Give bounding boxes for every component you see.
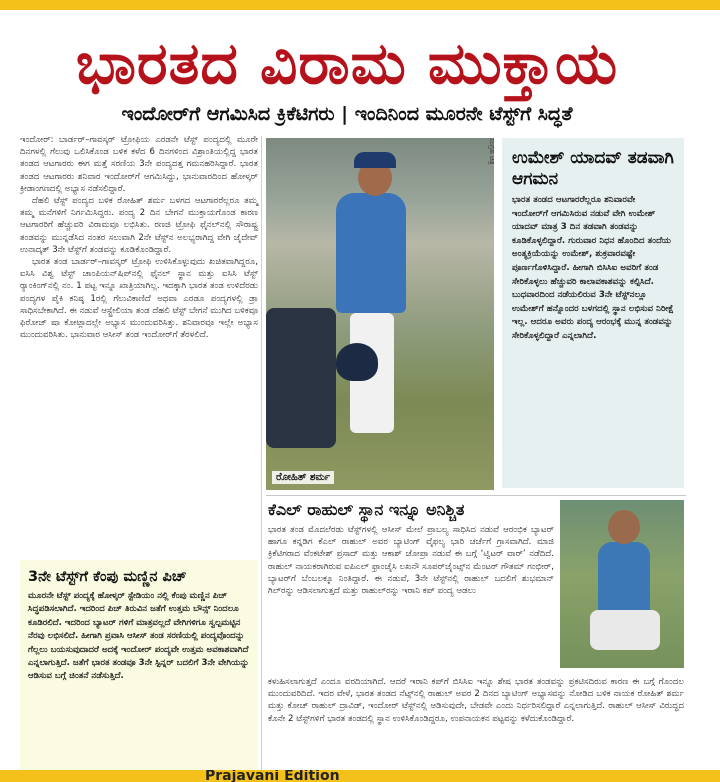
umesh-box-body: ಭಾರತ ತಂಡದ ಆಟಗಾರರೆಲ್ಲರೂ ಶನಿವಾರವೇ ಇಂದೋರ್‌ಗೆ ಆಗಮಿಸಿರುವ ನಡುವೆ ವೇಗಿ ಉಮೇಶ್ ಯಾದವ್ ಮಾತ್ರ 3 ದಿನ ತಡವಾಗಿ ತಂಡವನ್ನು ಕೂಡಿಕೊಳ್ಳಲಿದ್ದಾರೆ. ಗುರುವಾರ ನಿಧನ ಹೊಂದಿದ ತಂದೆಯ ಅಂತ್ಯಕ್ರಿಯೆಯನ್ನು ಉಮೇಶ್, ಶುಕ್ರವಾರವಷ್ಟೇ ಪೂರ್ಣಗೊಳಿಸಿದ್ದಾರೆ. ಹೀಗಾಗಿ ಬಿಸಿಸಿಐ ಅವರಿಗೆ ತಂಡ ಸೇರಿಕೊಳ್ಳಲು ಹೆಚ್ಚುವರಿ ಕಾಲಾವಕಾಶವನ್ನು ಕಲ್ಪಿಸಿದೆ. ಬುಧವಾರದಿಂದ ನಡೆಯಲಿರುವ 3ನೇ ಟೆಸ್ಟ್‌ನಲ್ಲೂ ಉಮೇಶ್‌ಗೆ ಹನ್ನೊಂದರ ಬಳಗದಲ್ಲಿ ಸ್ಥಾನ ಲಭಿಸುವ ನಿರೀಕ್ಷೆ ಇಲ್ಲ. ಆದರೂ ಅವರು ಪಂದ್ಯ ಆರಂಭಕ್ಕೆ ಮುನ್ನ ತಂಡವನ್ನು ಸೇರಿಕೊಳ್ಳಲಿದ್ದಾರೆ ಎನ್ನಲಾಗಿದೆ. — [512, 195, 674, 341]
headline: ಭಾರತದ ವಿರಾಮ ಮುಕ್ತಾಯ — [75, 29, 619, 97]
subheadline: ಇಂದೋರ್‌ಗೆ ಆಗಮಿಸಿದ ಕ್ರಿಕೆಟಿಗರು | ಇಂದಿನಿಂದ ಮೂರನೇ ಟೆಸ್ಟ್‌ಗೆ ಸಿದ್ಧತೆ — [121, 103, 573, 125]
batting-gloves-shape — [590, 610, 660, 650]
rahul-article-continuation — [268, 676, 684, 725]
main-article — [20, 134, 258, 341]
footer-text: Prajavani Edition — [205, 770, 340, 782]
rahul-article-body — [268, 524, 554, 597]
helmet-shape — [336, 343, 378, 381]
umesh-box-title: ಉಮೇಶ್ ಯಾದವ್ ತಡವಾಗಿ ಆಗಮನ — [512, 148, 674, 189]
right-margin — [690, 10, 720, 770]
article-paragraph: ಭಾರತ ತಂಡ ಬಾರ್ಡರ್–ಗಾವಸ್ಕರ್ ಟ್ರೋಫಿ ಉಳಿಸಿಕೊಳ್ಳುವುದು ಖಚಿತವಾಗಿದ್ದರೂ, ಐಸಿಸಿ ವಿಶ್ವ ಟೆಸ್ಟ್ ಚಾಂಪಿಯನ್‌ಷಿಪ್‌ನಲ್ಲಿ ಫೈನಲ್ ಸ್ಥಾನ ಮತ್ತು ಐಸಿಸಿ ಟೆಸ್ಟ್ ರ್‍ಯಾಂಕಿಂಗ್‌ನಲ್ಲಿ ನಂ. 1 ಪಟ್ಟ ಇನ್ನೂ ಖಾತ್ರಿಯಾಗಿಲ್ಲ. ಇದಕ್ಕಾಗಿ ಭಾರತ ತಂಡ ಉಳಿದೆರಡು ಪಂದ್ಯಗಳ ಪೈಕಿ ಕನಿಷ್ಠ 1ರಲ್ಲಿ ಗೆಲುವಿಕಾಣಿದೆ ಅಥವಾ ಎರಡೂ ಪಂದ್ಯಗಳಲ್ಲಿ ಡ್ರಾ ಸಾಧಿಸಬೇಕಾಗಿದೆ. ಈ ನಡುವೆ ಆಸ್ಟ್ರೇಲಿಯಾ ತಂಡ ದೆಹಲಿ ಟೆಸ್ಟ್ ಬೇಗನೆ ಮುಗಿದ ಬಳಿಕವೂ ಫಿರೋಜ್ ಷಾ ಕೋಟ್ಲಾದಲ್ಲೇ ಅಭ್ಯಾಸ ಮುಂದುವರಿಸಿತ್ತು. ಶನಿವಾರವೂ ಇಲ್ಲೇ ಅಭ್ಯಾಸ ಮುಂದುವರಿಸಿತು. ಭಾನುವಾರ ಆಸೀಸ್ ತಂಡ ಇಂದೋರ್‌ಗೆ ತೆರಳಲಿದೆ. — [20, 257, 258, 341]
pitch-box-title: 3ನೇ ಟೆಸ್ಟ್‌ಗೆ ಕೆಂಪು ಮಣ್ಣಿನ ಪಿಚ್ — [28, 569, 187, 585]
kit-bag-shape — [266, 308, 336, 448]
umesh-sidebar-box — [502, 138, 684, 488]
column-divider — [261, 136, 262, 776]
pitch-box-body: ಮೂರನೇ ಟೆಸ್ಟ್ ಪಂದ್ಯಕ್ಕೆ ಹೋಳ್ಕರ್ ಸ್ಟೇಡಿಯಂ ನಲ್ಲಿ ಕೆಂಪು ಮಣ್ಣಿನ ಪಿಚ್ ಸಿದ್ಧಪಡಿಸಲಾಗಿದೆ. ಇದರಿಂದ ಪಿಚ್ ತಿರುವಿನ ಜತೆಗೆ ಉತ್ತಮ ಬೌನ್ಸ್ ನಿಂದಲೂ ಕೂಡಿರಲಿದೆ. ಇದರಿಂದ ಬ್ಯಾಟರ್ ಗಳಿಗೆ ಮಾತ್ರವಲ್ಲದೆ ವೇಗಿಗಳಿಗೂ ಸ್ವಲ್ಪಮಟ್ಟಿನ ನೆರವು ಲಭಿಸಲಿದೆ. ಹೀಗಾಗಿ ಪ್ರವಾಸಿ ಆಸೀಸ್ ತಂಡ ಸರಣಿಯಲ್ಲಿ ಪಂದ್ಯವೊಂದನ್ನು ಗೆಲ್ಲಲು ಬಯಸುವುದಾದರೆ ಅದಕ್ಕೆ ಇಂದೋರ್ ಪಂದ್ಯವೇ ಉತ್ತಮ ಅವಕಾಶವಾಗಿದೆ ಎನ್ನಲಾಗುತ್ತಿದೆ. ಜತೆಗೆ ಭಾರತ ತಂಡವೂ 3ನೇ ಸ್ಪಿನ್ನರ್ ಬದಲಿಗೆ 3ನೇ ವೇಗಿಯನ್ನು ಆಡಿಸುವ ಬಗ್ಗೆ ಚಿಂತನೆ ನಡೆಸುತ್ತಿದೆ. — [28, 591, 249, 682]
player-cap-shape — [354, 152, 396, 168]
rahul-article-title: ಕೆಎಲ್ ರಾಹುಲ್ ಸ್ಥಾನ ಇನ್ನೂ ಅನಿಶ್ಚಿತ — [268, 500, 465, 519]
section-divider — [266, 495, 686, 496]
rohit-sharma-photo — [266, 138, 494, 490]
player-head-shape — [608, 510, 640, 544]
newspaper-page — [6, 10, 688, 770]
article-paragraph: ಭಾರತ ತಂಡ ಮೊದಲೆರಡು ಟೆಸ್ಟ್‌ಗಳಲ್ಲಿ ಆಸೀಸ್ ಮೇಲೆ ಪ್ರಾಬಲ್ಯ ಸಾಧಿಸಿದ ನಡುವೆ ಆರಂಭಿಕ ಬ್ಯಾಟರ್ ಹಾಗೂ ಕನ್ನಡಿಗ ಕೆಎಲ್ ರಾಹುಲ್ ಅವರ ಬ್ಯಾಟಿಂಗ್ ವೈಫಲ್ಯ ಭಾರಿ ಚರ್ಚೆಗೆ ಗ್ರಾಸವಾಗಿದೆ. ಮಾಜಿ ಕ್ರಿಕೆಟಿಗರಾದ ವೆಂಕಟೇಶ್ ಪ್ರಸಾದ್ ಮತ್ತು ಆಕಾಶ್ ಚೋಪ್ರಾ ನಡುವೆ ಈ ಬಗ್ಗೆ ‘ಟ್ವಿಟರ್ ವಾರ್’ ನಡೆದಿದೆ. ರಾಹುಲ್ ನಾಯಕರಾಗಿರುವ ಐಪಿಎಲ್ ಫ್ರಾಂಚೈಸಿ ಲಖನೌ ಸೂಪರ್‌ಜೈಂಟ್ಸ್‌ನ ಮೆಂಟರ್ ಗೌತಮ್ ಗಂಭೀರ್, ಬ್ಯಾಟರ್‌ಗೆ ಬೆಂಬಲಕ್ಕೂ ನಿಂತಿದ್ದಾರೆ. ಈ ನಡುವೆ, 3ನೇ ಟೆಸ್ಟ್‌ನಲ್ಲಿ ರಾಹುಲ್ ಬದಲಿಗೆ ಶುಭಮಾನ್ ಗಿಲ್‌ರನ್ನು ಆಡಿಸಲಾಗುತ್ತದೆ ಮತ್ತು ರಾಹುಲ್‌ರನ್ನು ಇರಾನಿ ಕಪ್ ಪಂದ್ಯ ಆಡಲು — [268, 525, 554, 597]
player-jersey-shape — [336, 193, 406, 313]
photo-caption: ರೋಹಿತ್ ಶರ್ಮ — [272, 471, 334, 484]
bottom-color-bar — [0, 770, 720, 782]
article-paragraph: ದೆಹಲಿ ಟೆಸ್ಟ್ ಪಂದ್ಯದ ಬಳಿಕ ರೋಹಿತ್ ಶರ್ಮ ಬಳಗದ ಆಟಗಾರರೆಲ್ಲರೂ ತಮ್ಮ ತಮ್ಮ ಮನೆಗಳಿಗೆ ನಿರ್ಗಮಿಸಿದ್ದರು. ಪಂದ್ಯ 2 ದಿನ ಬೇಗನೆ ಮುಕ್ತಾಯಗೊಂಡ ಕಾರಣ ಆಟಗಾರರಿಗೆ ಹೆಚ್ಚುವರಿ ವಿರಾಮವೂ ಲಭಿಸಿತು. ರಣಜಿ ಟ್ರೋಫಿ ಫೈನಲ್‌ನಲ್ಲಿ ಸೌರಾಷ್ಟ್ರ ತಂಡವನ್ನು ಮುನ್ನಡೆಸಿದ ನಂತರ ಸಲುವಾಗಿ 2ನೇ ಟೆಸ್ಟ್‌ನ ಅಲಭ್ಯರಾಗಿದ್ದ ವೇಗಿ ಜೈದೇವ್ ಉನಾದ್ಕತ್ 3ನೇ ಟೆಸ್ಟ್‌ಗೆ ತಂಡವನ್ನು ಕೂಡಿಕೊಂಡಿದ್ದಾರೆ. — [20, 196, 258, 255]
article-paragraph: ಇಂದೋರ್: ಬಾರ್ಡರ್–ಗಾವಸ್ಕರ್ ಟ್ರೋಫಿಯ ಎರಡನೇ ಟೆಸ್ಟ್ ಪಂದ್ಯದಲ್ಲಿ ಮೂರೇ ದಿನಗಳಲ್ಲಿ ಗೆಲುವು ಒಲಿಸಿಕೊಂಡ ಬಳಿಕ ಕಳೆದ 6 ದಿನಗಳಿಂದ ವಿಶ್ರಾಂತಿಯಲ್ಲಿದ್ದ ಭಾರತ ತಂಡದ ಆಟಗಾರರು ಈಗ ಮತ್ತೆ ಸರಣಿಯ 3ನೇ ಪಂದ್ಯದತ್ತ ಗಮನಹರಿಸಿದ್ದಾರೆ. ಭಾರತ ತಂಡದ ಆಟಗಾರರು ಶನಿವಾರ ಇಂದೋರ್‌ಗೆ ಆಗಮಿಸಿದ್ದು, ಭಾನುವಾರದಿಂದ ಹೋಳ್ಕರ್ ಕ್ರೀಡಾಂಗಣದಲ್ಲಿ ಅಭ್ಯಾಸ ನಡೆಸಲಿದ್ದಾರೆ. — [20, 135, 258, 194]
article-paragraph: ಕಳುಹಿಸಲಾಗುತ್ತದೆ ಎಂದೂ ವರದಿಯಾಗಿದೆ. ಆದರೆ ಇರಾನಿ ಕಪ್‌ಗೆ ಬಿಸಿಸಿಐ ಇನ್ನೂ ಶೇಷ ಭಾರತ ತಂಡವನ್ನು ಪ್ರಕಟಿಸದಿರುವ ಕಾರಣ ಈ ಬಗ್ಗೆ ಗೊಂದಲ ಮುಂದುವರಿದಿದೆ. ಇದರ ವೇಳೆ, ಭಾರತ ತಂಡದ ನೆಟ್ಸ್‌ನಲ್ಲಿ ರಾಹುಲ್ ಅವರ 2 ದಿನದ ಬ್ಯಾಟಿಂಗ್ ಅಭ್ಯಾಸವನ್ನು ನೋಡಿದ ಬಳಿಕ ನಾಯಕ ರೋಹಿತ್ ಶರ್ಮ ಮತ್ತು ಕೋಚ್ ರಾಹುಲ್ ದ್ರಾವಿಡ್, ಇಂದೋರ್ ಟೆಸ್ಟ್‌ನಲ್ಲಿ ಆಡಿಸುವುದೇ, ಬೇಡವೇ ಎಂದು ನಿರ್ಧರಿಸಲಿದ್ದಾರೆ ಎನ್ನಲಾಗುತ್ತಿದೆ. ರಾಹುಲ್ ಆಸೀಸ್ ವಿರುದ್ಧದ ಕೊನೇ 2 ಟೆಸ್ಟ್‌ಗಳಿಗೆ ಭಾರತ ತಂಡದಲ್ಲಿ ಸ್ಥಾನ ಉಳಿಸಿಕೊಂಡಿದ್ದರೂ, ಉಪನಾಯಕನ ಪಟ್ಟವನ್ನು ಕಳೆದುಕೊಂಡಿದ್ದಾರೆ. — [268, 677, 684, 724]
kl-rahul-photo — [560, 500, 684, 668]
top-color-bar — [0, 0, 720, 10]
pitch-sidebar-box — [20, 560, 258, 772]
photo-credit: ಸಂಗ್ರಹ ಚಿತ್ರ — [488, 138, 496, 165]
